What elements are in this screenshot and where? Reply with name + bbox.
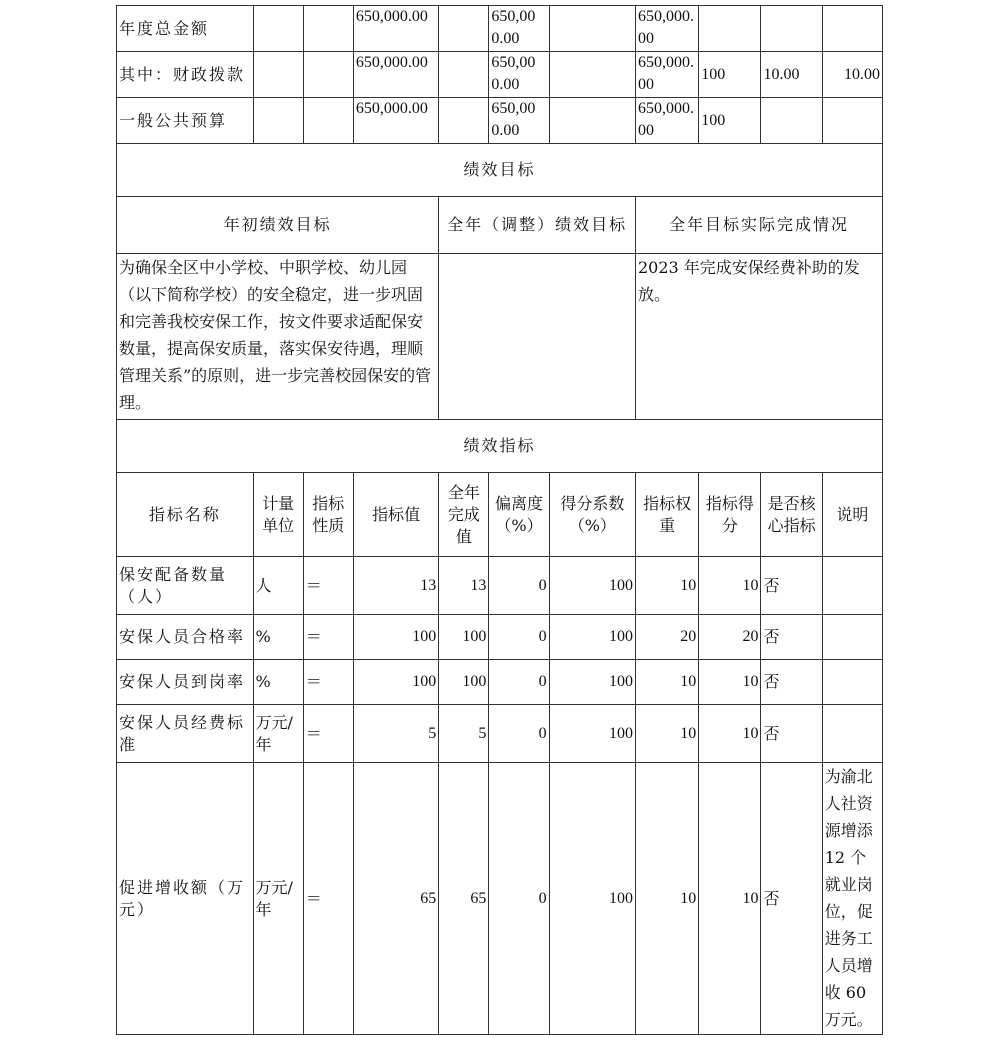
empty-cell xyxy=(253,6,303,52)
indicator-note xyxy=(822,557,882,615)
indicator-score: 10 xyxy=(699,557,761,615)
fund-rate: 100 xyxy=(699,98,761,144)
indicator-deviation: 0 xyxy=(489,763,549,1035)
indicator-completed: 100 xyxy=(439,660,489,705)
header-target: 指标值 xyxy=(353,473,438,557)
indicator-target: 13 xyxy=(353,557,438,615)
indicators-header-row xyxy=(117,473,883,557)
fund-row-fiscal xyxy=(117,52,883,98)
indicator-deviation: 0 xyxy=(489,705,549,763)
indicator-name: 安保人员合格率 xyxy=(117,615,254,660)
header-completed: 全年完成值 xyxy=(439,473,489,557)
indicator-name: 促进增收额（万元） xyxy=(117,763,254,1035)
goal-header-adjusted: 全年（调整）绩效目标 xyxy=(439,197,636,254)
indicator-unit: % xyxy=(253,615,303,660)
indicator-note xyxy=(822,660,882,705)
indicator-deviation: 0 xyxy=(489,615,549,660)
fund-executed: 650,000.00 xyxy=(635,98,698,144)
indicator-weight: 10 xyxy=(635,557,698,615)
indicator-row xyxy=(117,763,883,1035)
header-score: 指标得分 xyxy=(699,473,761,557)
indicator-unit: 万元/年 xyxy=(253,763,303,1035)
indicator-score: 10 xyxy=(699,705,761,763)
indicator-nature: ＝ xyxy=(303,763,353,1035)
indicator-coef: 100 xyxy=(549,660,635,705)
fund-executed: 650,000.00 xyxy=(635,52,698,98)
indicator-unit: 万元/年 xyxy=(253,705,303,763)
performance-table-wrapper xyxy=(116,5,883,1035)
empty-cell xyxy=(549,52,635,98)
indicator-nature: ＝ xyxy=(303,705,353,763)
goals-content-row xyxy=(117,254,883,420)
fund-label: 年度总金额 xyxy=(117,6,254,52)
indicator-completed: 5 xyxy=(439,705,489,763)
indicator-target: 65 xyxy=(353,763,438,1035)
indicator-completed: 65 xyxy=(439,763,489,1035)
header-nature: 指标性质 xyxy=(303,473,353,557)
fund-adjusted: 650,000.00 xyxy=(489,98,549,144)
fund-row-general xyxy=(117,98,883,144)
fund-label: 其中：财政拨款 xyxy=(117,52,254,98)
indicator-nature: ＝ xyxy=(303,557,353,615)
indicator-score: 10 xyxy=(699,763,761,1035)
fund-budget: 650,000.00 xyxy=(353,6,438,52)
header-coef: 得分系数（%） xyxy=(549,473,635,557)
fund-weight xyxy=(761,6,822,52)
goals-section-title: 绩效目标 xyxy=(117,144,883,197)
indicator-row xyxy=(117,660,883,705)
indicator-coef: 100 xyxy=(549,615,635,660)
header-indicator-name: 指标名称 xyxy=(117,473,254,557)
goal-header-initial: 年初绩效目标 xyxy=(117,197,439,254)
goal-actual-text: 2023 年完成安保经费补助的发放。 xyxy=(635,254,882,420)
fund-score: 10.00 xyxy=(822,52,882,98)
indicator-coef: 100 xyxy=(549,705,635,763)
fund-score xyxy=(822,98,882,144)
empty-cell xyxy=(549,98,635,144)
indicator-target: 5 xyxy=(353,705,438,763)
header-core: 是否核心指标 xyxy=(761,473,822,557)
fund-rate: 100 xyxy=(699,52,761,98)
indicator-row xyxy=(117,705,883,763)
goals-section-row xyxy=(117,144,883,197)
fund-score xyxy=(822,6,882,52)
indicator-core: 否 xyxy=(761,705,822,763)
indicator-row xyxy=(117,557,883,615)
fund-budget: 650,000.00 xyxy=(353,98,438,144)
indicator-row xyxy=(117,615,883,660)
performance-table xyxy=(116,5,883,1035)
fund-row-total xyxy=(117,6,883,52)
header-deviation: 偏离度（%） xyxy=(489,473,549,557)
fund-executed: 650,000.00 xyxy=(635,6,698,52)
header-note: 说明 xyxy=(822,473,882,557)
indicator-weight: 10 xyxy=(635,660,698,705)
goal-header-actual: 全年目标实际完成情况 xyxy=(635,197,882,254)
indicator-note: 为渝北人社资源增添 12 个就业岗位，促进务工人员增收 60 万元。 xyxy=(822,763,882,1035)
goal-initial-text: 为确保全区中小学校、中职学校、幼儿园（以下简称学校）的安全稳定，进一步巩固和完善我校安保工作，按文件要求适配保安数量，提高保安质量，落实保安待遇，理顺管理关系”的原则，进一步完善校园保安的管理。 xyxy=(117,254,439,420)
indicator-coef: 100 xyxy=(549,557,635,615)
header-weight: 指标权重 xyxy=(635,473,698,557)
indicator-deviation: 0 xyxy=(489,660,549,705)
empty-cell xyxy=(439,6,489,52)
indicator-name: 安保人员经费标准 xyxy=(117,705,254,763)
indicator-nature: ＝ xyxy=(303,660,353,705)
empty-cell xyxy=(303,98,353,144)
fund-label: 一般公共预算 xyxy=(117,98,254,144)
indicator-weight: 10 xyxy=(635,763,698,1035)
fund-adjusted: 650,000.00 xyxy=(489,6,549,52)
fund-weight: 10.00 xyxy=(761,52,822,98)
indicator-core: 否 xyxy=(761,660,822,705)
empty-cell xyxy=(253,52,303,98)
indicator-core: 否 xyxy=(761,615,822,660)
indicator-target: 100 xyxy=(353,615,438,660)
indicator-completed: 13 xyxy=(439,557,489,615)
header-unit: 计量单位 xyxy=(253,473,303,557)
empty-cell xyxy=(253,98,303,144)
indicator-core: 否 xyxy=(761,557,822,615)
empty-cell xyxy=(303,6,353,52)
empty-cell xyxy=(549,6,635,52)
indicators-section-title: 绩效指标 xyxy=(117,420,883,473)
indicator-score: 10 xyxy=(699,660,761,705)
indicator-name: 保安配备数量（人） xyxy=(117,557,254,615)
goal-adjusted-text xyxy=(439,254,636,420)
empty-cell xyxy=(439,98,489,144)
indicator-coef: 100 xyxy=(549,763,635,1035)
indicator-name: 安保人员到岗率 xyxy=(117,660,254,705)
indicator-weight: 20 xyxy=(635,615,698,660)
indicator-target: 100 xyxy=(353,660,438,705)
empty-cell xyxy=(439,52,489,98)
indicator-weight: 10 xyxy=(635,705,698,763)
fund-budget: 650,000.00 xyxy=(353,52,438,98)
indicator-core: 否 xyxy=(761,763,822,1035)
indicator-score: 20 xyxy=(699,615,761,660)
indicator-completed: 100 xyxy=(439,615,489,660)
indicators-section-row xyxy=(117,420,883,473)
goals-header-row xyxy=(117,197,883,254)
indicator-unit: % xyxy=(253,660,303,705)
indicator-note xyxy=(822,705,882,763)
indicator-note xyxy=(822,615,882,660)
fund-adjusted: 650,000.00 xyxy=(489,52,549,98)
indicator-nature: ＝ xyxy=(303,615,353,660)
fund-weight xyxy=(761,98,822,144)
indicator-unit: 人 xyxy=(253,557,303,615)
indicator-deviation: 0 xyxy=(489,557,549,615)
empty-cell xyxy=(303,52,353,98)
fund-rate xyxy=(699,6,761,52)
